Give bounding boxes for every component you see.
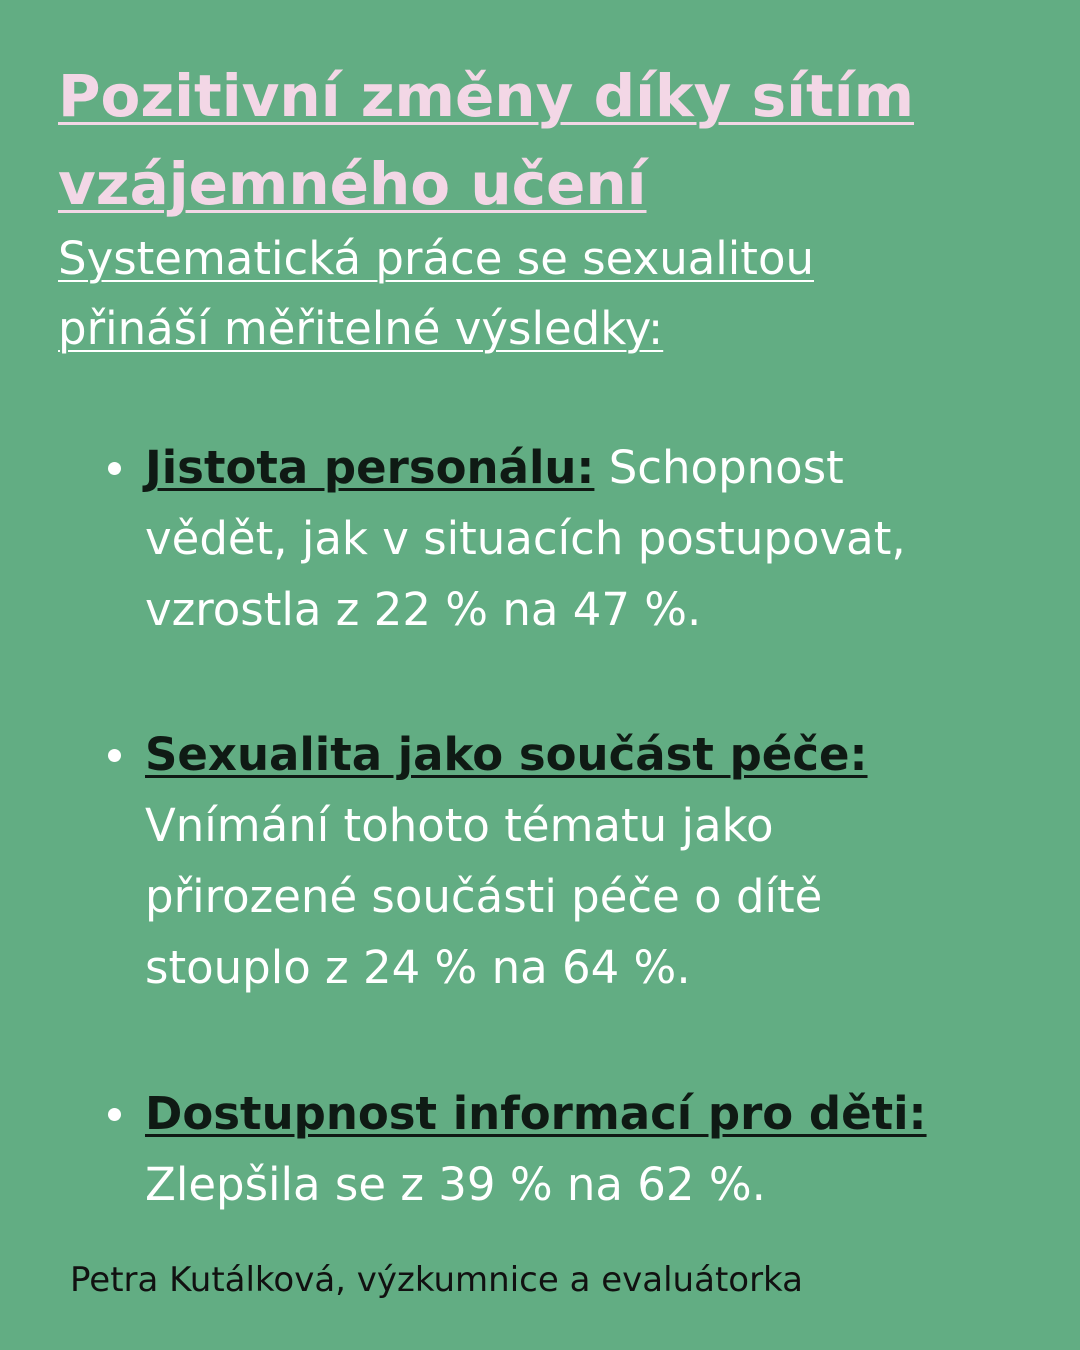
bullet-text: stouplo z 24 % na 64 %. <box>145 941 691 994</box>
author-credit: Petra Kutálková, výzkumnice a evaluátorka <box>70 1260 803 1300</box>
bullet-text: Zlepšila se z 39 % na 62 %. <box>145 1158 766 1211</box>
bullet-text: Vnímání tohoto tématu jako <box>145 799 774 852</box>
bullet-text: přirozené součásti péče o dítě <box>145 870 823 923</box>
bullet-text: vzrostla z 22 % na 47 %. <box>145 583 702 636</box>
bullet-sexuality-care <box>145 719 1045 1003</box>
bullet-heading: Jistota personálu: <box>145 441 595 494</box>
bullet-heading: Dostupnost informací pro děti: <box>145 1087 927 1140</box>
subtitle-line: přináší měřitelné výsledky: <box>58 302 664 355</box>
bullet-line <box>145 432 1045 503</box>
bullet-staff-confidence <box>145 432 1045 645</box>
bullet-text: vědět, jak v situacích postupovat, <box>145 512 906 565</box>
bullet-information-access <box>145 1078 1045 1220</box>
page-title <box>58 52 1038 228</box>
bullet-line <box>145 1078 1045 1149</box>
subtitle-line: Systematická práce se sexualitou <box>58 232 814 285</box>
bullet-dot-icon <box>108 462 121 475</box>
title-line: vzájemného učení <box>58 150 647 218</box>
bullet-text: Schopnost <box>594 441 844 494</box>
bullet-heading: Sexualita jako součást péče: <box>145 728 868 781</box>
subtitle <box>58 224 1038 364</box>
title-line: Pozitivní změny díky sítím <box>58 62 915 130</box>
bullet-dot-icon <box>108 749 121 762</box>
bullet-dot-icon <box>108 1108 121 1121</box>
bullet-line <box>145 719 1045 790</box>
